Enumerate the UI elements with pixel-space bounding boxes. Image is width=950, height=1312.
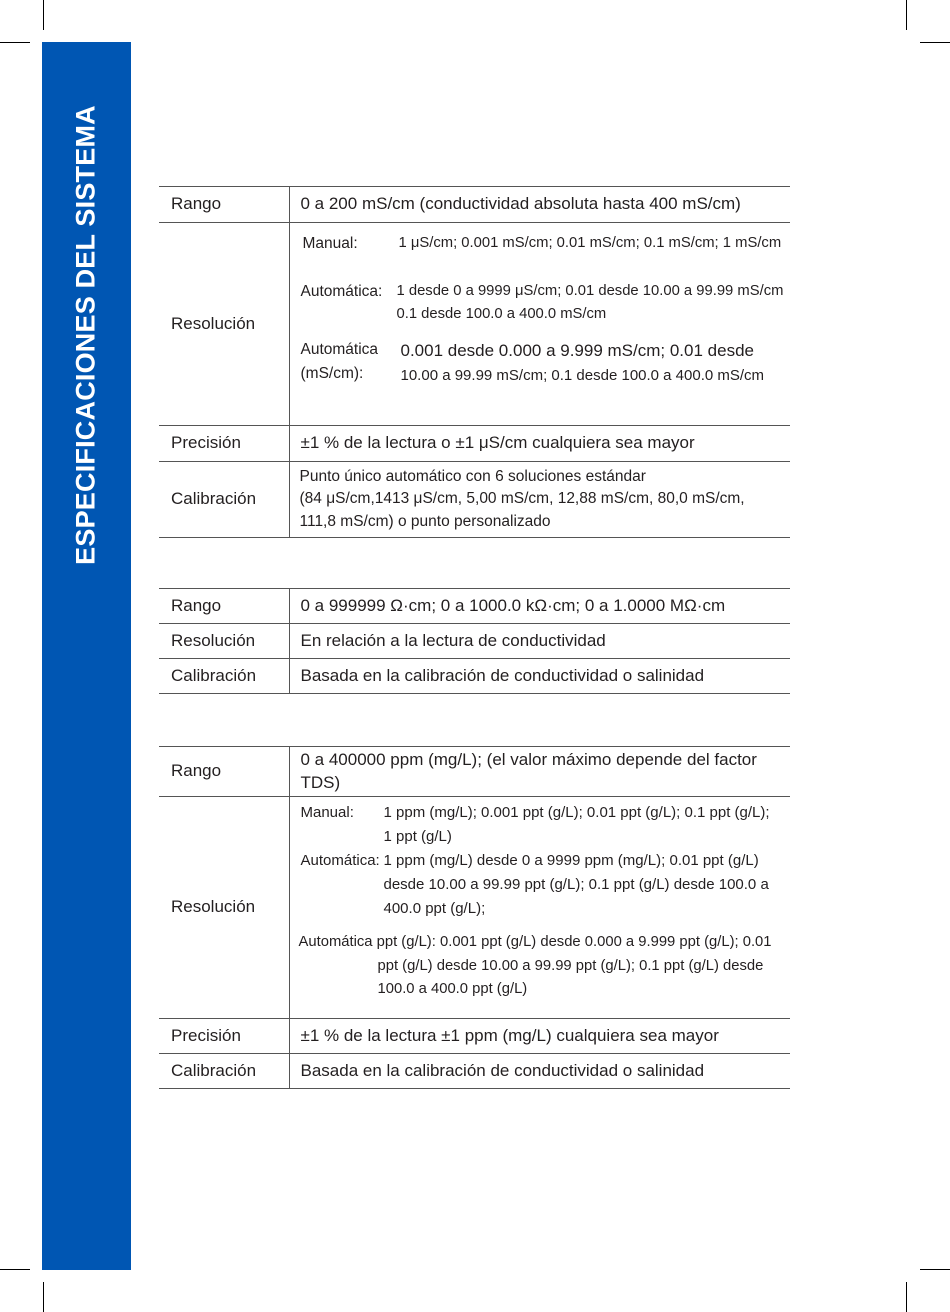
row-value: ±1 % de la lectura o ±1 μS/cm cualquiera sea mayor xyxy=(289,426,790,462)
sub-value-line: 0.001 desde 0.000 a 9.999 mS/cm; 0.01 desde xyxy=(400,341,754,360)
sub-value xyxy=(401,338,791,388)
resolution-cell xyxy=(289,797,790,1019)
row-label: Precisión xyxy=(159,426,289,462)
table-row xyxy=(159,659,790,694)
row-label: Precisión xyxy=(159,1019,289,1054)
sub-label: Automática ppt (g/L): xyxy=(298,934,436,950)
resolution-manual xyxy=(301,232,791,280)
value-line: 111,8 mS/cm) o punto personalizado xyxy=(299,512,551,530)
sub-value xyxy=(397,280,791,338)
resolution-auto-ppt xyxy=(299,931,791,1002)
resolution-auto xyxy=(301,849,791,921)
value-line: Punto único automático con 6 soluciones estándar xyxy=(299,467,646,485)
row-value: ±1 % de la lectura ±1 ppm (mg/L) cualquiera sea mayor xyxy=(289,1019,790,1054)
row-value: Basada en la calibración de conductividad o salinidad xyxy=(289,1054,790,1089)
sub-value xyxy=(384,849,791,921)
row-value: Basada en la calibración de conductividad o salinidad xyxy=(289,659,790,694)
crop-mark xyxy=(0,42,30,43)
sub-label-line: Automática xyxy=(300,341,379,358)
crop-mark xyxy=(920,1269,950,1270)
table-row xyxy=(159,1019,790,1054)
sub-label-line: (mS/cm): xyxy=(300,365,364,383)
crop-mark xyxy=(906,0,907,30)
crop-mark xyxy=(906,1282,907,1312)
row-label: Calibración xyxy=(159,462,289,538)
row-value: 0 a 200 mS/cm (conductividad absoluta hasta 400 mS/cm) xyxy=(289,187,790,223)
sub-value-line: 1 ppm (mg/L) desde 0 a 9999 ppm (mg/L); 0.01 ppt (g/L) xyxy=(383,852,759,869)
table-row xyxy=(159,797,790,1019)
row-label: Resolución xyxy=(159,624,289,659)
crop-mark xyxy=(43,1282,44,1312)
resolution-auto-ms xyxy=(301,338,791,388)
crop-mark xyxy=(920,42,950,43)
table-row xyxy=(159,426,790,462)
sub-value: 1 μS/cm; 0.001 mS/cm; 0.01 mS/cm; 0.1 mS/cm; 1 mS/cm xyxy=(398,235,782,251)
sub-label: Automática: xyxy=(300,852,380,869)
table-row xyxy=(159,589,790,624)
resistivity-spec-table xyxy=(159,588,790,694)
row-value xyxy=(289,462,790,538)
row-label: Calibración xyxy=(159,1054,289,1089)
sub-value-line: ppt (g/L) desde 10.00 a 99.99 ppt (g/L); 0.1 ppt (g/L) desde xyxy=(377,957,764,974)
sub-value-line: 10.00 a 99.99 mS/cm; 0.1 desde 100.0 a 400.0 mS/cm xyxy=(400,367,765,385)
tds-spec-table xyxy=(159,746,790,1089)
resolution-cell xyxy=(289,223,790,426)
sub-label: Automática: xyxy=(300,283,383,300)
table-row xyxy=(159,223,790,426)
row-label: Rango xyxy=(159,747,289,797)
sub-value-line: 100.0 a 400.0 ppt (g/L) xyxy=(377,981,528,998)
row-value: En relación a la lectura de conductividad xyxy=(289,624,790,659)
row-value: 0 a 400000 ppm (mg/L); (el valor máximo depende del factor TDS) xyxy=(289,747,790,797)
crop-mark xyxy=(0,1269,30,1270)
sub-value-line: 0.1 desde 100.0 a 400.0 mS/cm xyxy=(396,305,607,322)
crop-mark xyxy=(43,0,44,30)
table-row xyxy=(159,747,790,797)
value-line: (84 μS/cm,1413 μS/cm, 5,00 mS/cm, 12,88 mS/cm, 80,0 mS/cm, xyxy=(299,490,745,508)
table-row xyxy=(159,187,790,223)
table-row xyxy=(159,462,790,538)
row-label: Rango xyxy=(159,187,289,223)
sub-label xyxy=(301,338,401,388)
table-row xyxy=(159,624,790,659)
sub-value-line: 1 ppt (g/L) xyxy=(383,828,452,845)
sub-value xyxy=(384,801,791,849)
sub-label: Manual: xyxy=(300,804,354,821)
sub-value-line: 0.001 ppt (g/L) desde 0.000 a 9.999 ppt (g/L); 0.01 xyxy=(439,934,772,950)
row-label: Resolución xyxy=(159,223,289,426)
sub-value-line: desde 10.00 a 99.99 ppt (g/L); 0.1 ppt (g/L) desde 100.0 a xyxy=(383,876,769,893)
row-value: 0 a 999999 Ω·cm; 0 a 1000.0 kΩ·cm; 0 a 1.0000 MΩ·cm xyxy=(289,589,790,624)
sub-value-line: 1 ppm (mg/L); 0.001 ppt (g/L); 0.01 ppt (g/L); 0.1 ppt (g/L); xyxy=(383,804,770,821)
row-label: Calibración xyxy=(159,659,289,694)
sub-value-line: 1 desde 0 a 9999 μS/cm; 0.01 desde 10.00 a 99.99 mS/cm xyxy=(396,283,784,299)
sub-label: Manual: xyxy=(302,235,358,252)
row-label: Rango xyxy=(159,589,289,624)
resolution-manual xyxy=(301,801,791,849)
section-title: ESPECIFICACIONES DEL SISTEMA xyxy=(70,105,101,565)
resolution-auto xyxy=(301,280,791,338)
row-label: Resolución xyxy=(159,797,289,1019)
table-row xyxy=(159,1054,790,1089)
sub-value-line: 400.0 ppt (g/L); xyxy=(383,900,486,917)
conductivity-spec-table xyxy=(159,186,790,538)
